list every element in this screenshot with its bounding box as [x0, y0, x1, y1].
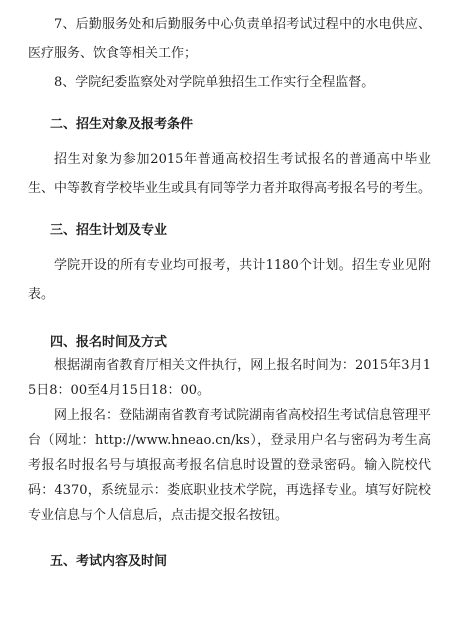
paragraph-item-8: 8、学院纪委监察处对学院单独招生工作实行全程监督。 [54, 75, 375, 90]
section-heading-exam-content: 五、考试内容及时间 [50, 554, 168, 569]
section-heading-enrollment-eligibility: 二、招生对象及报考条件 [50, 117, 194, 132]
paragraph-item-7: 7、后勤服务处和后勤服务中心负责单招考试过程中的水电供应、医疗服务、饮食等相关工作； [28, 17, 431, 61]
paragraph-enrollment-plan: 学院开设的所有专业均可报考，共计1180个计划。招生专业见附表。 [28, 258, 431, 302]
paragraph-registration-time: 根据湖南省教育厅相关文件执行，网上报名时间为：2015年3月15日8：00至4月15日18：00。 [28, 358, 431, 398]
paragraph-registration-method: 网上报名：登陆湖南省教育考试院湖南省高校招生考试信息管理平台（网址：http://www.hneao.cn/ks），登录用户名与密码为考生高考报名时报名号与填报高考报名信息时设置的登录密码。输入院校代码：4370，系统显示：娄底职业技术学院，再选择专业。填写好院校专业信息与个人信息后，点击提交报名按钮。 [28, 408, 432, 523]
section-heading-registration: 四、报名时间及方式 [50, 335, 168, 350]
section-heading-enrollment-plan: 三、招生计划及专业 [50, 223, 168, 238]
paragraph-enrollment-eligibility: 招生对象为参加2015年普通高校招生考试报名的普通高中毕业生、中等教育学校毕业生或具有同等学力者并取得高考报名号的考生。 [28, 152, 432, 196]
